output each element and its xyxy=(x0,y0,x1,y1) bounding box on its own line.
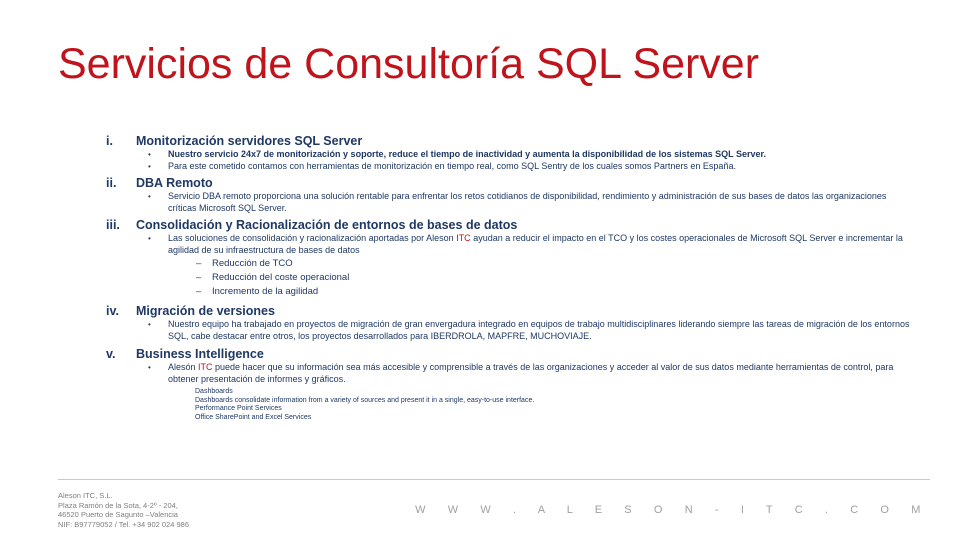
section-title: Monitorización servidores SQL Server xyxy=(136,134,363,148)
address-line: Aleson ITC, S.L. xyxy=(58,491,113,500)
content-list xyxy=(106,133,916,422)
address-line: 46520 Puerto de Sagunto –Valencia xyxy=(58,510,178,519)
bullet-text: Para este cometido contamos con herramientas de monitorización en tiempo real, como SQL Sentry de los cuales somos Partners en España. xyxy=(168,160,736,171)
note-line: Dashboards consolidate information from a variety of sources and present it in a single, easy-to-use interface. xyxy=(195,396,535,404)
bullet-text: Nuestro equipo ha trabajado en proyectos de migración de gran envergadura integrado en equipos de trabajo multidisciplinares liderando siempre las tareas de migración de los entornos SQL, cabe destacar entre otros, los proyectos desarrollados para IBERDROLA, MAPFRE, MUCHOVIAJE. xyxy=(168,319,910,341)
bullet-text: Servicio DBA remoto proporciona una solución rentable para enfrentar los retos cotidianos de disponibilidad, rendimiento y administración de sus bases de datos las organizaciones críticas Microsoft SQL Server. xyxy=(168,191,887,213)
bullet-icon: • xyxy=(148,192,151,201)
sub-item-text: Incremento de la agilidad xyxy=(212,286,319,297)
section-title: DBA Remoto xyxy=(136,176,213,190)
address-line: Plaza Ramón de la Sota, 4-2º - 204, xyxy=(58,500,178,510)
bullet-icon: • xyxy=(148,363,151,372)
sub-item xyxy=(196,285,916,299)
website-link[interactable]: W W W . A L E S O N - I T C . C O M xyxy=(415,504,930,516)
itc-highlight: ITC xyxy=(198,362,213,372)
note-line: Office SharePoint and Excel Services xyxy=(195,413,312,421)
dash-icon: – xyxy=(196,272,202,283)
bullet-icon: • xyxy=(148,150,151,159)
bullet-text: Nuestro servicio 24x7 de monitorización y soporte, reduce el tiempo de inactividad y aumenta la disponibilidad de los sistemas SQL Server. xyxy=(168,149,767,159)
bi-notes xyxy=(195,388,916,422)
section-migracion xyxy=(106,303,916,342)
address-line: NIF: B97779052 / Tel. +34 902 024 986 xyxy=(58,519,190,529)
section-number: i. xyxy=(106,134,113,148)
dash-icon: – xyxy=(196,286,202,297)
page-title: Servicios de Consultoría SQL Server xyxy=(58,40,760,88)
bullet-icon: • xyxy=(148,234,151,243)
section-monitorizacion xyxy=(106,133,916,172)
section-consolidacion xyxy=(106,217,916,299)
bullet-icon: • xyxy=(148,161,151,171)
bullet-item xyxy=(148,149,916,161)
section-title: Migración de versiones xyxy=(136,304,275,318)
section-number: iv. xyxy=(106,304,119,318)
section-title: Consolidación y Racionalización de entornos de bases de datos xyxy=(136,218,518,232)
bullet-item xyxy=(148,161,916,173)
section-title: Business Intelligence xyxy=(136,347,264,361)
footer-divider xyxy=(58,479,930,480)
section-number: ii. xyxy=(106,176,117,190)
note-line: Dashboards xyxy=(195,388,233,395)
sub-item xyxy=(196,271,916,285)
sub-item xyxy=(196,257,916,271)
company-address xyxy=(58,491,189,529)
bullet-item xyxy=(148,233,916,256)
sub-item-text: Reducción de TCO xyxy=(212,258,293,269)
bullet-item xyxy=(148,319,916,342)
dash-icon: – xyxy=(196,258,202,269)
section-number: iii. xyxy=(106,218,120,232)
bullet-text: Alesón ITC puede hacer que su información sea más accesible y comprensible a través de las organizaciones y acceder al valor de sus datos mediante herramientas de control, para obtener presentación de informes y gráficos. xyxy=(168,362,894,384)
bullet-icon: • xyxy=(148,320,151,329)
bullet-text: Las soluciones de consolidación y racionalización aportadas por Aleson ITC ayudan a reducir el impacto en el TCO y los costes operacionales de Microsoft SQL Server e incrementar la agilidad de su infraestructura de bases de datos xyxy=(168,233,903,255)
bullet-item xyxy=(148,362,916,385)
section-dba-remoto xyxy=(106,175,916,214)
section-number: v. xyxy=(106,347,116,361)
bullet-item xyxy=(148,191,916,214)
sub-item-text: Reducción del coste operacional xyxy=(212,272,350,283)
note-line: Performance Point Services xyxy=(195,405,282,412)
section-business-intelligence xyxy=(106,346,916,422)
itc-highlight: ITC xyxy=(456,233,471,243)
